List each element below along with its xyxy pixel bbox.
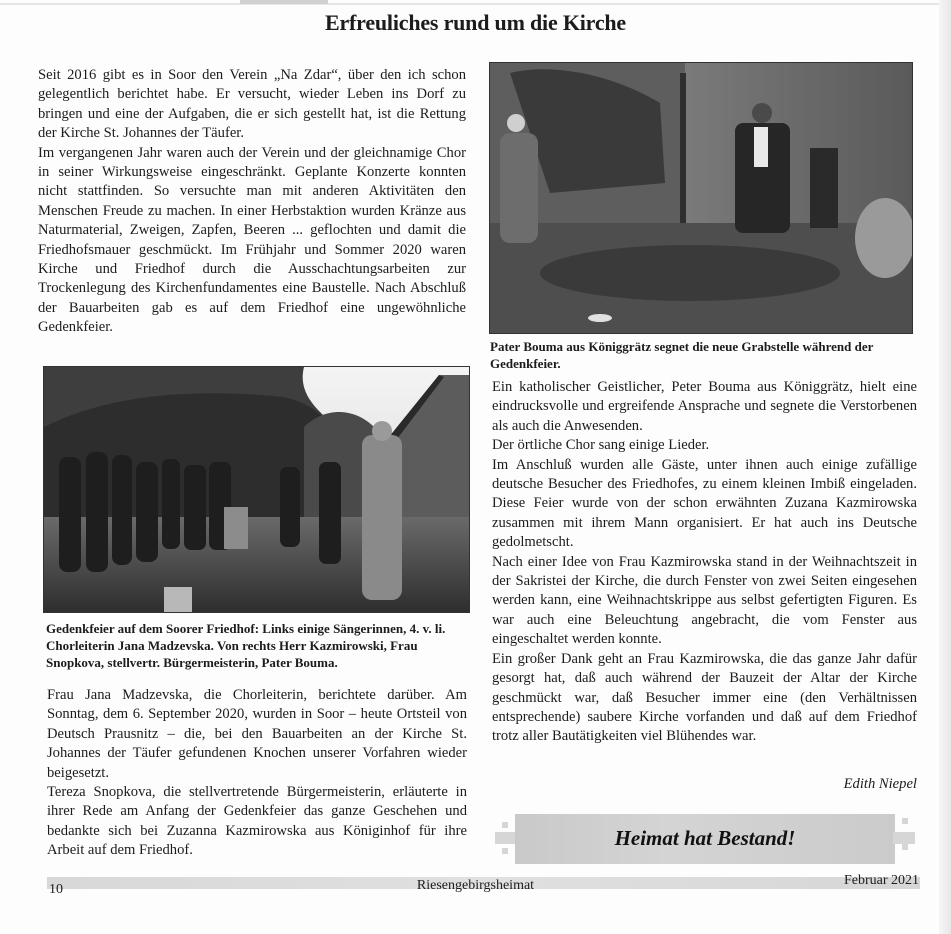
- paragraph: Seit 2016 gibt es in Soor den Verein „Na Zdar“, über den ich schon gelegentlich berichtet habe. Er versucht, wieder Leben ins Dorf zu bringen und eine der Aufgaben, die er sich gestellt hat, ist die Rettung der Kirche St. Johannes der Täufer.: [38, 67, 466, 142]
- priest-photo-caption: Pater Bouma aus Königgrätz segnet die neue Grabstelle während der Gedenkfeier.: [490, 339, 874, 371]
- group-photo: [43, 366, 470, 613]
- slogan-banner: [495, 812, 915, 864]
- priest-photo: [489, 62, 913, 334]
- left-column-body: [47, 686, 467, 861]
- article-title: Erfreuliches rund um die Kirche: [325, 10, 626, 35]
- paragraph: Der örtliche Chor sang einige Lieder.: [492, 437, 710, 454]
- banner-ornament-right: [902, 818, 908, 824]
- paragraph: Ein katholischer Geistlicher, Peter Bouma aus Königgrätz, hielt eine eindrucksvolle und ergreifende Ansprache und segnete die Verstorbenen als auch die Anwesenden.: [492, 379, 917, 434]
- page-number: 10: [49, 882, 63, 897]
- banner-slogan: Heimat hat Bestand!: [614, 826, 796, 850]
- scan-edge-line: [0, 3, 951, 5]
- paragraph: Tereza Snopkova, die stellvertretende Bürgermeisterin, erläuterte in ihrer Rede am Anfang der Gedenkfeier das ganze Geschehen und bedankte sich bei Zuzanna Kazmirowska aus Königinhof für ihre Arbeit auf dem Friedhof.: [47, 784, 467, 859]
- author-signature: Edith Niepel: [843, 776, 917, 792]
- issue-date: Februar 2021: [843, 873, 919, 888]
- scan-edge-mark: [240, 0, 328, 4]
- paragraph: Im Anschluß wurden alle Gäste, unter ihnen auch einige zufällige deutsche Besucher des Friedhofes, zu einem kleinen Imbiß eingeladen. Diese Feier wurde von der schon erwähnten Zuzana Kazmirowska zusammen mit ihrem Mann organisiert. Er hat auch ins Deutsche gedolmetscht.: [492, 456, 917, 551]
- right-column-body: [492, 378, 917, 747]
- left-column-intro: [38, 66, 466, 338]
- magazine-name: Riesengebirgsheimat: [416, 878, 535, 893]
- group-photo-caption: Gedenkfeier auf dem Soorer Friedhof: Links einige Sängerinnen, 4. v. li. Chorleiterin Jana Madzevska. Von rechts Herr Kazmirowski, Frau Snopkova, stellvertr. Bürgermeisterin, Pater Bouma.: [46, 621, 446, 670]
- paragraph: Im vergangenen Jahr waren auch der Verein und der gleichnamige Chor in seiner Wirkungsweise eingeschränkt. Geplante Konzerte konnten nicht stattfinden. So versuchte man mit anderen Aktivitäten den Menschen Freude zu machen. In einer Herbstaktion wurden Kränze aus Naturmaterial, Zweigen, Zapfen, Beeren ... geflochten und damit die Friedhofsmauer geschmückt. Im Frühjahr und Sommer 2020 waren Kirche und Friedhof durch die Ausschachtungsarbeiten zur Trockenlegung des Kirchenfundamentes eine Baustelle. Nach Abschluß der Bauarbeiten gab es auf dem Friedhof eine ungewöhnliche Gedenkfeier.: [38, 144, 466, 336]
- scan-page-shadow: [939, 0, 951, 934]
- paragraph: Nach einer Idee von Frau Kazmirowska stand in der Weihnachtszeit in der Sakristei der Kirche, die durch Fenster von zwei Seiten eingesehen werden kann, eine Weihnachtskrippe aus selbst gefertigten Figuren. Es war auch eine Beleuchtung angebracht, die vom Fenster aus eingeschaltet werden konnte.: [492, 553, 917, 648]
- paragraph: Frau Jana Madzevska, die Chorleiterin, berichtete darüber. Am Sonntag, dem 6. September 2020, wurden in Soor – heute Ortsteil von Deutsch Prausnitz – die, bei den Bauarbeiten an der Kirche St. Johannes der Täufer gefundenen Knochen unserer Vorfahren wieder beigesetzt.: [47, 687, 467, 781]
- paragraph: Ein großer Dank geht an Frau Kazmirowska, die das ganze Jahr dafür gesorgt hat, daß auch während der Bauzeit der Altar der Kirche geschmückt war, daß Besucher immer eine (den Verhältnissen entsprechende) saubere Kirche vorfanden und daß auf dem Friedhof trotz aller Bautätigkeiten viel Blühendes war.: [492, 650, 917, 745]
